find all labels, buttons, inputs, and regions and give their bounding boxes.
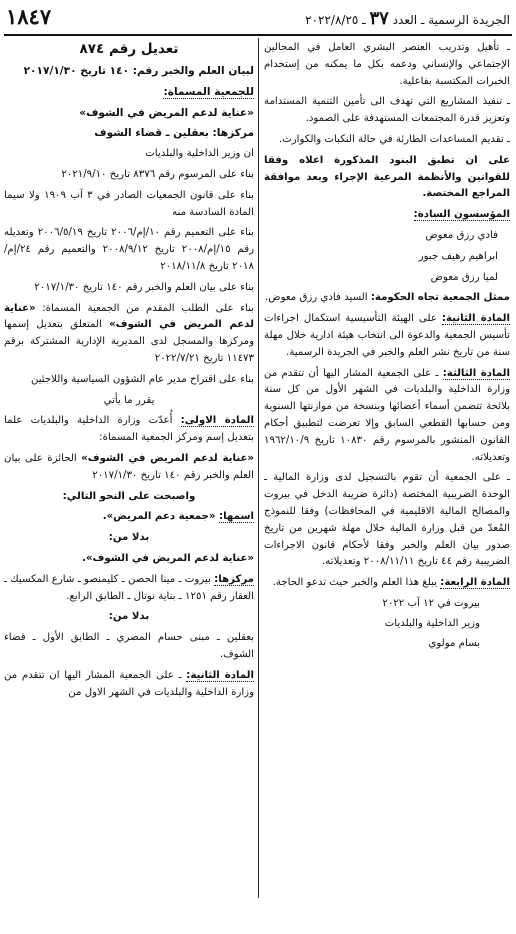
left-column xyxy=(4,40,254,705)
subtitle-name: «عناية لدعم المريض في الشوف» xyxy=(79,106,254,119)
subtitle-statement: لبيان العلم والخبر رقم: ١٤٠ تاريخ ٢٠١٧/١/٣٠ xyxy=(23,65,254,77)
founder-1: فادي رزق معوض xyxy=(425,229,498,241)
article-2-left: المادة الثانية: ـ على الجمعية المشار اليها ان تتقدم من وزارة الداخلية والبلديات في الشهر الاول من xyxy=(4,669,254,698)
article-1-name: «عناية لدعم المريض في الشوف» الحائزة على بيان العلم والخبر رقم ١٤٠ تاريخ ٢٠١٧/١/٣٠ xyxy=(4,452,255,481)
recital-request: بناء على الطلب المقدم من الجمعية المسماة: «عناية لدعم المريض في الشوف» المتعلق بتعديل إسمها ومركزها والمسجل لدى المديرية الإدارية المشتركة برقم ١١٤٧٣ تاريخ ٢٠٢٢/٧/٢١ xyxy=(4,302,254,364)
recital-law: بناء على قانون الجمعيات الصادر في ٣ آب ١٩٠٩ ولا سيما المادة السادسة منه xyxy=(4,189,254,218)
decides-heading: يقرر ما يأتي xyxy=(103,394,155,406)
objective-development: ـ تنفيذ المشاريع التي تهدف الى تأمين التنمية المستدامة وتعزيز قدرة المجتمعات المستهدفة على الصمود. xyxy=(264,96,510,125)
column-divider xyxy=(258,38,259,898)
signature-title: وزير الداخلية والبلديات xyxy=(384,617,480,629)
signature-name: بسام مولوي xyxy=(428,637,480,649)
became-heading: واصبحت على النحو التالي: xyxy=(62,490,196,502)
objective-emergency: ـ تقديم المساعدات الطارئة في حالة النكبات والكوارث. xyxy=(278,133,510,145)
article-1: المادة الاولى: أُعدّت وزارة الداخلية والبلديات علما بتعديل إسم ومركز الجمعية المسماة: xyxy=(4,415,254,444)
new-name: اسمها: «جمعية دعم المريض». xyxy=(102,511,254,523)
header-rule xyxy=(4,34,512,36)
old-hq: بعقلين ـ مبنى حسام المصري ـ الطابق الأول ـ قضاء الشوف. xyxy=(4,632,254,660)
issue-date: ـ ٢٠٢٢/٨/٢٥ xyxy=(305,13,366,27)
journal-name: الجريدة الرسمية ـ العدد xyxy=(392,13,510,27)
instead-of-1: بدلا من: xyxy=(108,532,150,544)
founders-label: المؤسسون السادة: xyxy=(413,209,510,221)
objective-training: ـ تأهيل وتدريب العنصر البشري العامل في المجالين الإجتماعي والإنساني ودعمه بكل ما يمكنه من إستخدام الخبرات المكتسبة بفاعلية. xyxy=(264,42,510,87)
recital-circulars: بناء على التعميم رقم ١٠/إم/٢٠٠٦ تاريخ ٢٠٠٦/٥/١٩ وتعديله رقم ١٥/إم/٢٠٠٨ تاريخ ٢٠٠٨/٩/١٢ والتعميم رقم ٢٤/إم/٢٠١٨ تاريخ ٢٠١٨/١١/٨ xyxy=(4,227,255,272)
page-number: ١٨٤٧ xyxy=(6,4,52,29)
compliance-clause: على ان تطبق البنود المذكورة اعلاه وفقا للقوانين والأنظمة المرعية الإجراء وبعد موافقة المراجع المختصة. xyxy=(264,154,510,200)
journal-title xyxy=(305,8,510,29)
right-column xyxy=(264,40,510,655)
amendment-title: تعديل رقم ٨٧٤ xyxy=(79,41,179,57)
tax-registration: ـ على الجمعية أن تقوم بالتسجيل لدى وزارة المالية ـ الوحدة الضريبية المختصة (دائرة ضريبة الدخل في بيروت والمصالح المالية الاقليمية في المحافظات) وفقا للنموذج المُعدّ من قبل وزارة المالية خلال مهلة شهرين من تاريخ صدور بيان العلم والخبر وفقا لأحكام قانون الاجراءات الضريبية رقم ٤٤ تاريخ ٢٠٠٨/١١/١١ وتعديلاته. xyxy=(264,472,510,568)
new-hq: مركزها: بيروت ـ مينا الحصن ـ كليمنصو ـ شارع المكسيك ـ العقار رقم ١٢٥١ ـ بناية نوتال ـ الطابق الرابع. xyxy=(4,573,254,602)
recital-statement: بناء على بيان العلم والخبر رقم ١٤٠ تاريخ ٢٠١٧/١/٣٠ xyxy=(34,281,254,293)
issue-number: ٣٧ xyxy=(369,8,389,29)
founder-2: ابراهيم رهيف جبور xyxy=(418,250,498,262)
government-representative: ممثل الجمعية تجاه الحكومة: السيد فادي رزق معوض. xyxy=(265,292,510,304)
signature-place-date: بيروت في ١٢ آب ٢٠٢٢ xyxy=(382,597,480,609)
article-4: المادة الرابعة: يبلغ هذا العلم والخبر حيث تدعو الحاجة. xyxy=(272,577,510,589)
recital-decree: بناء على المرسوم رقم ٨٣٧٦ تاريخ ٢٠٢١/٩/١٠ xyxy=(61,168,254,180)
minister-intro: ان وزير الداخلية والبلديات xyxy=(145,148,254,160)
subtitle-hq: مركزها: بعقلين ـ قضاء الشوف xyxy=(94,127,254,140)
article-3: المادة الثالثة: ـ على الجمعية المشار اليها أن تتقدم من وزارة الداخلية والبلديات في الشهر الأول من كل سنة بلائحة تتضمن أسماء أعضائها وبنسخة من موازنتها السنوية ومن حسابها القطعي السابق وإلا تعرضت لتطبيق أحكام القانون المنشور بالمرسوم رقم ١٠٨٣٠ تاريخ ١٩٦٢/١٠/٩ وتعديلاته. xyxy=(264,367,511,463)
article-2: المادة الثانية: على الهيئة التأسيسية استكمال اجراءات تأسيس الجمعية والدعوة الى انتخاب هيئة ادارية خلال مهلة سنة من تاريخ نشر العلم والخبر في الجريدة الرسمية. xyxy=(264,313,510,358)
old-name: «عناية لدعم المريض في الشوف». xyxy=(82,552,254,564)
recital-proposal: بناء على اقتراح مدير عام الشؤون السياسية واللاجئين xyxy=(30,373,254,385)
page-header xyxy=(0,0,516,34)
founder-3: لميا رزق معوض xyxy=(430,271,498,283)
subtitle-association: للجمعية المسماة: xyxy=(163,85,254,98)
instead-of-2: بدلا من: xyxy=(108,611,150,623)
